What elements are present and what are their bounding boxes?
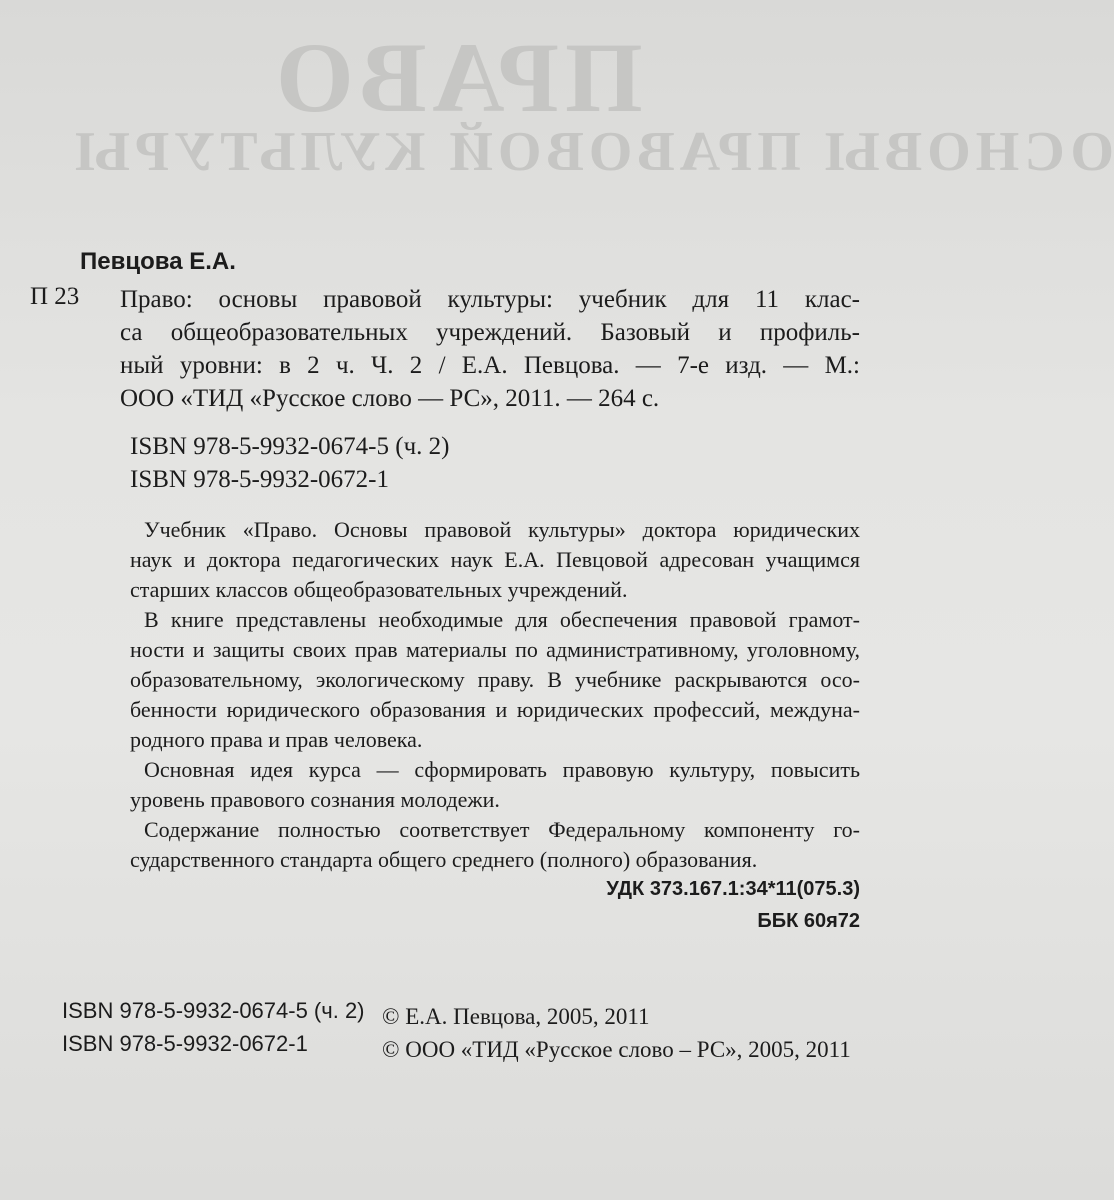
udk-code: УДК 373.167.1:34*11(075.3) <box>606 878 860 900</box>
bibliographic-description <box>120 283 860 415</box>
isbn-line: ISBN 978-5-9932-0672-1 <box>130 466 390 493</box>
abstract-line: сударственного стандарта общего среднего (полного) образования. <box>130 847 758 872</box>
isbn-line: ISBN 978-5-9932-0674-5 (ч. 2) <box>130 433 450 460</box>
isbn-line: ISBN 978-5-9932-0674-5 (ч. 2) <box>62 998 365 1023</box>
abstract-line: наук и доктора педагогических наук Е.А. Певцовой адресован учащимся <box>130 547 860 572</box>
abstract-line: старших классов общеобразовательных учреждений. <box>130 577 628 602</box>
bbk-code: ББК 60я72 <box>757 910 860 932</box>
isbn-line: ISBN 978-5-9932-0672-1 <box>62 1031 308 1056</box>
abstract-line: образовательному, экологическому праву. В учебнике раскрываются осо- <box>130 667 860 692</box>
abstract-line: Содержание полностью соответствует Федеральному компоненту го- <box>144 817 860 842</box>
description-line: ный уровни: в 2 ч. Ч. 2 / Е.А. Певцова. — 7-е изд. — М.: <box>120 352 860 379</box>
copyright-block <box>382 1000 851 1066</box>
isbn-block <box>130 430 449 496</box>
abstract-line: ности и защиты своих прав материалы по административному, уголовному, <box>130 637 860 662</box>
abstract-line: родного права и прав человека. <box>130 727 423 752</box>
description-line: Право: основы правовой культуры: учебник для 11 клас- <box>120 286 860 313</box>
bottom-isbn-block <box>62 994 365 1060</box>
abstract-line: В книге представлены необходимые для обеспечения правовой грамот- <box>144 607 860 632</box>
description-line: ООО «ТИД «Русское слово — РС», 2011. — 264 с. <box>120 385 660 412</box>
copyright-line: © Е.А. Певцова, 2005, 2011 <box>382 1004 650 1029</box>
show-through-subtitle: ОСНОВЫ ПРАВОВОЙ КУЛЬТУРЫ <box>70 121 1114 183</box>
abstract-line: бенности юридического образования и юридических профессий, междуна- <box>130 697 860 722</box>
abstract <box>130 515 860 875</box>
show-through-title: ПРАВО <box>270 22 643 133</box>
description-line: са общеобразовательных учреждений. Базовый и профиль- <box>120 319 860 346</box>
copyright-line: © ООО «ТИД «Русское слово – РС», 2005, 2011 <box>382 1037 851 1062</box>
author-name: Певцова Е.А. <box>80 248 236 275</box>
abstract-line: Учебник «Право. Основы правовой культуры» доктора юридических <box>144 517 860 542</box>
abstract-line: уровень правового сознания молодежи. <box>130 787 500 812</box>
abstract-line: Основная идея курса — сформировать правовую культуру, повысить <box>144 757 860 782</box>
catalog-code: П 23 <box>30 283 80 310</box>
